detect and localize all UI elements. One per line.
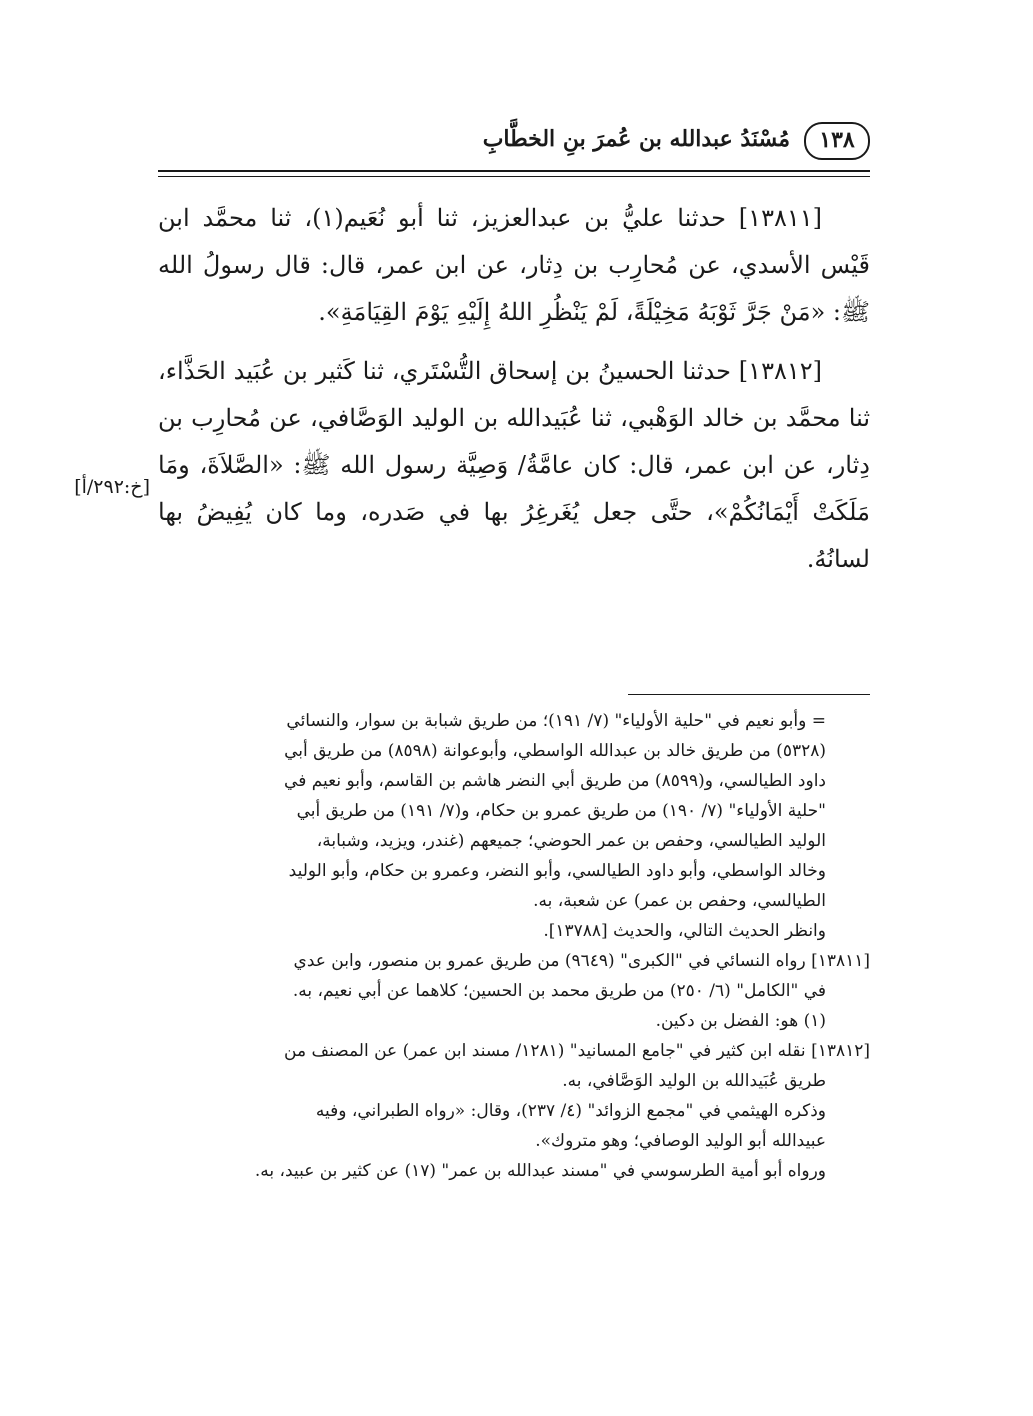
text-line: ابن قَيْس الأسدي، عن مُحارِب بن دِثار، عن ابن عمر، قال: قال — [158, 204, 870, 279]
footnote-line: "حلية الأولياء" (٧/ ١٩٠) من طريق عمرو بن حكام، و(٧/ ١٩١) من طريق أبي — [296, 801, 826, 821]
footnote-separator — [628, 694, 870, 695]
text-line: [١٣٨١٢] حدثنا الحسينُ بن إسحاق التُّسْتَري، ثنا كَثير بن عُبَيد — [233, 357, 822, 385]
footnote-line: (١) هو: الفضل بن دكين. — [655, 1011, 826, 1031]
footnote-line: (٥٣٢٨) من طريق خالد بن عبدالله الواسطي، وأبوعوانة (٨٥٩٨) من طريق أبي — [284, 741, 826, 761]
text-line: عن مُحارِب بن دِثار، عن ابن عمر، قال: كان عامَّةُ/ وَصِيَّة رسول الله — [158, 404, 870, 479]
footnote-line: وخالد الواسطي، وأبو داود الطيالسي، وأبو النضر، وعمرو بن حكام، وأبو الوليد — [288, 861, 826, 881]
footnote-line: طريق عُبَيدالله بن الوليد الوَصَّافي، به. — [562, 1071, 826, 1091]
footnote-line: [١٣٨١٢] نقله ابن كثير في "جامع المسانيد" (١٢٨١/ مسند ابن عمر) عن المصنف من — [284, 1041, 870, 1061]
hadith-13811 — [158, 195, 870, 336]
text-line: ﷺ: «الصَّلاَةَ، ومَا مَلَكَتْ أَيْمَانُكُمْ»، حتَّى جعل يُغَرغِرُ بها في — [158, 451, 870, 526]
footnote-line: وانظر الحديث التالي، والحديث [١٣٧٨٨]. — [543, 921, 826, 941]
hadith-13812 — [158, 348, 870, 583]
footnote-line: داود الطيالسي، و(٨٥٩٩) من طريق أبي النضر هاشم بن القاسم، وأبو نعيم في — [284, 771, 826, 791]
page-header — [158, 118, 870, 162]
page-number: ١٣٨ — [804, 122, 870, 160]
footnotes — [158, 706, 870, 1186]
running-title: مُسْنَدُ عبدالله بن عُمرَ بنِ الخطَّابِ — [482, 126, 790, 152]
footnote-line: وذكره الهيثمي في "مجمع الزوائد" (٤/ ٢٣٧)، وقال: «رواه الطبراني، وفيه — [315, 1101, 826, 1121]
footnote-line: ورواه أبو أمية الطرسوسي في "مسند عبدالله بن عمر" (١٧) عن كثير بن عبيد، به. — [254, 1161, 826, 1181]
text-line: رسولُ الله ﷺ: «مَنْ جَرَّ ثَوْبَهُ مَخِيْلَةً، لَمْ يَنْظُرِ اللهُ إِلَيْهِ يَوْمَ القِيَامَةِ». — [158, 251, 870, 326]
footnote-line: = وأبو نعيم في "حلية الأولياء" (٧/ ١٩١)؛ من طريق شبابة بن سوار، والنسائي — [286, 711, 826, 731]
footnote-line: الطيالسي، وحفص بن عمر) عن شعبة، به. — [533, 891, 826, 911]
main-text — [158, 195, 870, 595]
footnote-line: الوليد الطيالسي، وحفص بن عمر الحوضي؛ جميعهم (غندر، ويزيد، وشبابة، — [316, 831, 826, 851]
header-rule — [158, 170, 870, 172]
manuscript-margin-note: [خ:٢٩٢/أ] — [74, 476, 150, 498]
footnote-line: في "الكامل" (٦/ ٢٥٠) من طريق محمد بن الحسين؛ كلاهما عن أبي نعيم، به. — [292, 981, 826, 1001]
header-rule-thin — [158, 176, 870, 177]
text-line: الحَذَّاء، ثنا محمَّد بن خالد الوَهْبي، ثنا عُبَيدالله بن الوليد الوَصَّافي، — [158, 357, 871, 432]
text-line: صَدره، وما كان يُفِيضُ بها لسانُهُ. — [158, 498, 870, 573]
text-line: [١٣٨١١] حدثنا عليُّ بن عبدالعزيز، ثنا أبو نُعَيم(١)، ثنا محمَّد — [202, 204, 822, 232]
footnote-line: عبيدالله أبو الوليد الوصافي؛ وهو متروك». — [535, 1131, 826, 1151]
footnote-line: [١٣٨١١] رواه النسائي في "الكبرى" (٩٦٤٩) من طريق عمرو بن منصور، وابن عدي — [293, 951, 870, 971]
